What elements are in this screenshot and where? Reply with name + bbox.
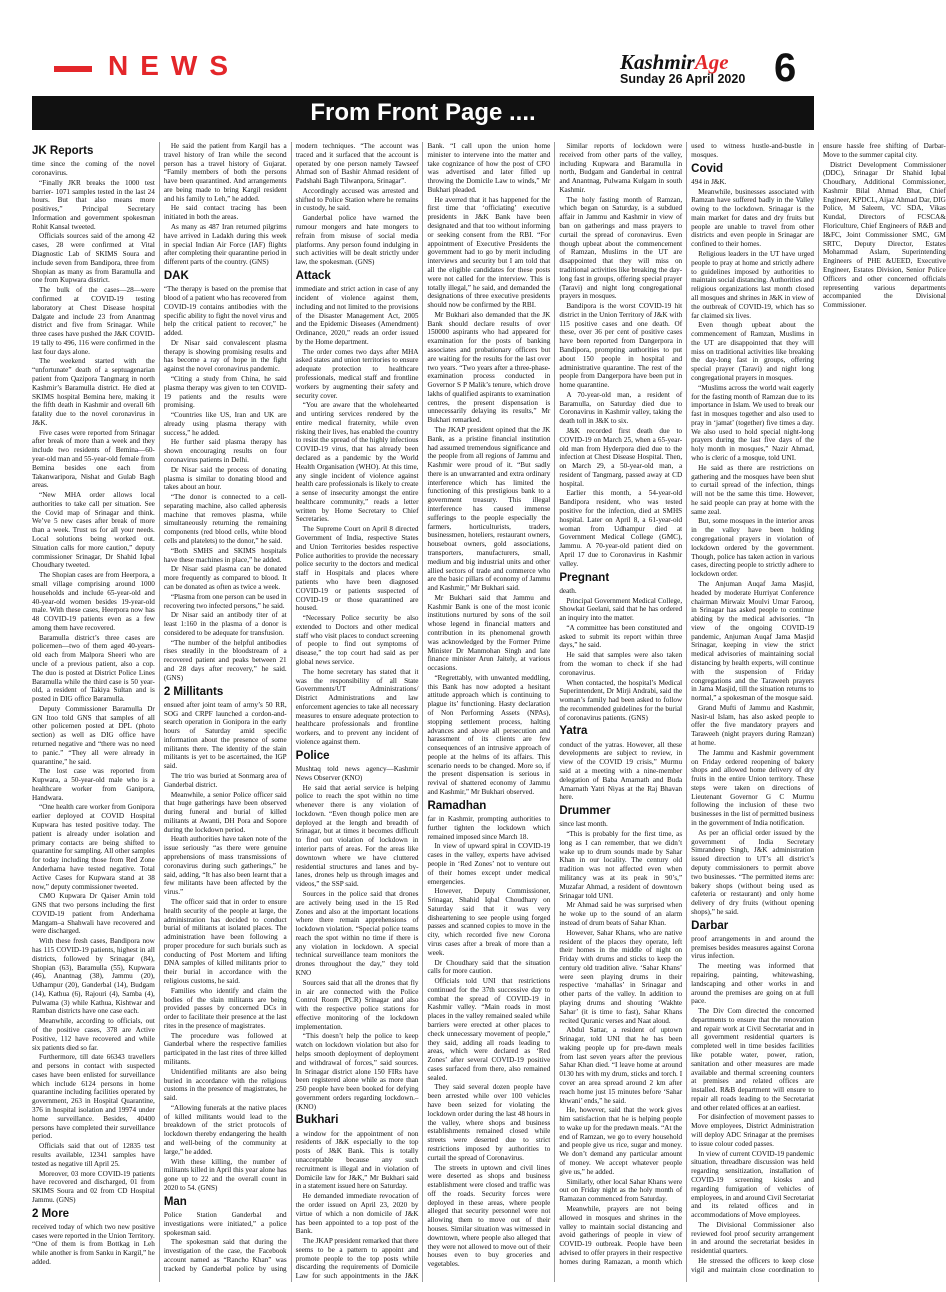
issue-date: Sunday 26 April 2020 xyxy=(620,72,746,86)
story-paragraph: The lost case was reported from Kupwara, a 50-year-old male who is a healthcare worker from Ganipora, Handwara. xyxy=(32,767,155,802)
story-paragraph: proof arrangements in and around the premises besides measures against Corona virus infection. xyxy=(691,934,814,961)
story-paragraph: Officials said that out of 12835 test results available, 12341 samples have tested as negative till April 25. xyxy=(32,1142,155,1168)
story-paragraph: CMO Kupwara Dr Qaiser Amin told GNS that two persons including the first COVID-19 patient from Anderhama Mangam–a Shahwali have recovered and were discharged. xyxy=(32,892,155,936)
story-paragraph: He, however, said that the work gives him satisfaction that he is helping people to wake up for the predawn meals. “At the end of Ramzan, we go to every household and people give us rice, sugar and money. We don’t demand any particular amount of money. We accept whatever people give us,” he added. xyxy=(559,1106,683,1176)
story-paragraph: Five cases were reported from Srinagar after break of more than a week and they include two residents of Bemina—60-year-old man and 55-year-old female from Bemina besides one each from Takanwaripora, Nishat and Gulab Bagh areas. xyxy=(32,428,155,490)
story-paragraph: Meanwhile, according to officials, out of the positive cases, 378 are Active Positive, 112 have recovered and while six patients died so far. xyxy=(32,1017,155,1052)
story-paragraph: “You are aware that the wholehearted and untiring services rendered by the entire medical fraternity, while even risking their lives, has enabled the country to resist the spread of the highly infectious COVID-19 virus, that has already been declared as a pandemic by the World Health Organisation (WHO). At this time, any single incident of violence against health care professionals is likely to create a sense of insecurity amongst the entire healthcare community,” reads a letter written by Home Secretary to Chief Secretaries. xyxy=(295,401,419,524)
story-heading: Pregnant xyxy=(559,571,610,584)
story-paragraph: “Countries like US, Iran and UK are already using plasma therapy with success,” he added. xyxy=(163,411,287,437)
story-paragraph: “Necessary Police security be also extended to Doctors and other medical staff who visit places to conduct screening of people to find out symptoms of disease,” the top court had said as per global news service. xyxy=(295,614,419,666)
story-paragraph: “Plasma from one person can be used in recovering two infected persons,” he said. xyxy=(163,592,287,610)
story-paragraph: As per an official order issued by the government of India Secretary Simrandeep Singh, J&K administration issued direction to UT’s all district’s deputy commissioners to permit above two businesses. “The permitted items are: bakery shops (without being used as cafeteria or restaurant) and only home delivery of dry fruits (without opening shops),” he said. xyxy=(691,828,814,916)
story-paragraph: “Finally JKR breaks the 1000 test barrier- 1071 samples tested in the last 24 hours. But that also means more positives,” Principal Secretary Information and government spokesman Rohit Kansal tweeted. xyxy=(32,178,155,231)
story-paragraph: “Regrettably, with unwanted meddling, this Bank has now adopted a hesitant attitude approach which is continuing to plague its’ functioning. Hasty declaration of Non Performing Assets (NPAs), stopping settlement process, halting advances and above all persecution and harassment of its clients are few consequences of an intrusive approach of people at the helms of its affairs. This scenario needs to be changed. More so, if the present dispensation is serious in revival of shattered economy of Jammu and Kashmir,” Mr Bukhari observed. xyxy=(427,673,551,797)
story-paragraph: Grand Mufti of Jammu and Kashmir, Nasir-ul Islam, has also asked people to offer the five mandatory prayers and Taraweeh (night prayers during Ramzan) at home. xyxy=(691,703,814,747)
story-paragraph: A 70-year-old man, a resident of Baramulla, on Saturday died due to Coronavirus in Kashmir valley, taking the death toll in J&K to six. xyxy=(559,390,683,426)
story-paragraph: He said that aerial service is helping police to reach the spot within no time whenever there is any violation of lockdown. “Even though police men are deployed at the length and breadth of Srinagar, but at times it becomes difficult to find out violation of lockdown in interior parts of areas. For the areas like downtown where we have cluttered residential structures and lanes and by-lanes, drones help us through images and videos,” the SSP said. xyxy=(295,783,419,889)
page-banner: From Front Page .... xyxy=(32,96,814,130)
story-paragraph: He averred that it has happened for the first time that ‘officiating’ executive presidents in J&K Bank have been designated and that too without informing or seeking consent from the RBI. “For appointment of Executive Presidents the government had to go by merit including interviews and security but I am told that all the eligible candidates for these posts were not called for the interview. This is totally illegal,” he said, and demanded the designations of three executive presidents should now be confirmed by the RBI. xyxy=(427,195,551,310)
story-paragraph: With these fresh cases, Bandipora now has 115 COVID-19 patients, highest in all districts, followed by Srinagar (84), Shopian (63), Baramulla (55), Kupwara (46), Anantnag (38), Jammu (20), Udhampur (20), Ganderbal (14), Budgam (14), Kathua (6), Rajouri (4), Samba (4), Pulwama (3) while Kathua, Kishtwar and Ramban districts have one case each. xyxy=(32,937,155,1016)
story-paragraph: Meanwhile, a senior Police officer said that huge gatherings have been observed during funeral and burial of killed militants at Awanti, DH Pora and Sopore during the lockdown period. xyxy=(163,790,287,834)
story-paragraph: Abdul Sattar, a resident of uptown Srinagar, told UNI that he has been waking people up for pre-dawn meals from last seven years after the previous Sahar Khan died. “I leave home at around 0130 hrs with my drum, sticks and torch. I cover an area spread around 2 km after reach home just 15 minutes before ‘Sahar khwani’ ends,” he said. xyxy=(559,1026,683,1105)
story-paragraph: “The donor is connected to a cell-separating machine, also called apheresis machine that removes plasma, while simultaneously returning the remaining components (red blood cells, white blood cells and platelets) to the donor,” he said. xyxy=(163,493,287,546)
story-paragraph: “Muslims across the world wait eagerly for the fasting month of Ramzan due to its importance in Islam. We used to break our fast in mosques together and also used to pray in ‘jamat’ (together) five times a day. We also used to hold special night-long prayers during the last five days of the holy month in mosques,” Nazir Ahmad, who is cleric of a mosque, told UNI. xyxy=(691,383,814,462)
story-paragraph: Officials told UNI that restrictions continued for the 37th successive day to combat the spread of COVID-19 in Kashmir valley. “Main roads in most places in the valley remained sealed while barriers were erected at other places to check unnecessary movement of people,” they said, adding all roads leading to areas, which were declared as ‘Red Zones’ after several COVID-19 positive cases surfaced from there, also remained sealed. xyxy=(427,977,551,1082)
story-heading: Bukhari xyxy=(295,1114,339,1127)
story-paragraph: He stressed the officers to keep close vigil and maintain close coordination to ensure hassle free shifting of Darbar-Move to the summer capital city. xyxy=(691,142,946,1274)
story-paragraph: immediate and strict action in case of any incident of violence against them, including and not limited to the provisions of the Disaster Management Act, 2005 and the Epidemic Diseases (Amendment) Ordinance, 2020,” reads an order issued by the Home department. xyxy=(295,285,419,346)
story-paragraph: Police Station Ganderbal and investigations were initiated,” a police spokesman said. xyxy=(163,1210,287,1237)
story-paragraph: “The number of the helpful antibodies rises steadily in the bloodstream of a recovered patient and peaks between 21 and 28 days after recovery,” he said. (GNS) xyxy=(163,638,287,682)
story-paragraph: received today of which two new positive cases were reported in the Union Territory. “One of them is from Bottkag in Leh while another is from Sanku in Kargil,” he added. xyxy=(32,1222,155,1266)
story-paragraph: far in Kashmir, prompting authorities to further tighten the lockdown which remained imposed since March 18. xyxy=(427,815,551,841)
story-paragraph: The Jammu and Kashmir government on Friday ordered reopening of bakery shops and allowed home delivery of dry fruits in the entire Union territory. These steps were taken on directions of Lieutenant Governor G C Murmu following the inclusion of these two businesses in the list of permitted business in the government of India notification. xyxy=(691,748,814,828)
story-paragraph: The JKAP president opined that the JK Bank, as a pristine financial institution had assumed tremendous significance and the people from all regions of Jammu and Kashmir were proud of it. “But sadly there is an unwarranted and extra ordinary interference which has limited the functioning of this prestigious bank to a government treasury. This illegal interference has caused immense sufferings to the people especially the farmers, horticulturists, traders, businessmen, hoteliers, restaurant owners, houseboat owners, gold associations, transporters, manufacturers, small, medium and big industrial units and other allied sectors of trade and commerce who are the basic pillars of economy of Jammu and Kashmir,” Mr Bukhari said. xyxy=(427,426,551,593)
story-paragraph: “The therapy is based on the premise that blood of a patient who has recovered from COVID-19 contains antibodies with the specific ability to fight the novel virus and help the critical patient to recover,” he added. xyxy=(163,285,287,338)
brand-accent: Age xyxy=(694,50,729,74)
story-heading: 2 More xyxy=(32,1207,70,1220)
story-paragraph: ensued after joint team of army’s 50 RR, SOG and CRPF launched a cordon-and-search operation in Gonipora in the early hours of Saturday amid specific information about the presence of some militants there. The identity of the slain militants is yet to be ascertained, the IGP said. xyxy=(163,700,287,771)
story-paragraph: Deputy Commissioner Baramulla Dr GN Itoo told GNS that samples of all other policemen posted at DPL (photo section) as well as DIG office have returned negative and “there was no need to panic.” “They all were already in quarantine,” he said. xyxy=(32,704,155,766)
story-paragraph: The meeting was informed that repairing, painting, whitewashing, landscaping and other works in and around the premises are going on at full pace. xyxy=(691,962,814,1006)
story-paragraph: Accordingly accused was arrested and shifted to Police Station where he remains in custody, he said. xyxy=(295,186,419,213)
story-heading: 2 Millitants xyxy=(163,685,224,698)
story-paragraph: Even though upbeat about the commencement of Ramzan, Muslims in the UT are disappointed that they will miss on traditional activities like breaking the day-long fast in groups, offering special prayer (Taravi) and night long congregational prayers in mosques. xyxy=(691,321,814,382)
story-paragraph: Ganderbal police have warned the rumour mongers and hate mongers to refrain from misuse of social media platforms. Any person found indulging in such activities will be dealt strictly under law, the spokesman. (GNS) xyxy=(295,214,419,267)
story-heading: DAK xyxy=(163,269,189,282)
section-label: NEWS xyxy=(108,50,240,81)
story-paragraph: The JKAP president remarked that there seems to be a pattern to appoint and promote people to the top posts while discarding the requirements of Domicile Law for such appointments in the J&K Bank. “I call upon the union home minister to intervene into the matter and take cognizance of how the post of CFO was advertised and later filled up throwing the Domicile Law to winds,” Mr Bukhari pleaded. xyxy=(295,142,551,1281)
story-paragraph: They said several dozen people have been arrested while over 100 vehicles have been seized for violating the lockdown order during the last 48 hours in the valley, where shops and business establishments remained closed while streets were deserted due to strict restrictions imposed by authorities to curtail the spread of Coronavirus. xyxy=(427,1083,551,1162)
story-paragraph: “Both SMHS and SKIMS hospitals have these machines in place,” he added. xyxy=(163,546,287,564)
story-paragraph: However, Sahar Khans, who are native resident of the places they operate, left their homes in the middle of night on Friday with drums and sticks to keep the century old tradition alive. ‘Sahar Khans’ were seen playing drums in their respective ‘mahallas’ in Srinagar and other parts of the valley. In addition to playing drums and shouting ‘Wakhte Sahar’ (it is time to fast), Sahar Khans recited Quranic verses and Naat aloud. xyxy=(559,928,683,1025)
story-paragraph: conduct of the yatras. However, all these developments are subject to review, in view of the COVID 19 crisis,” Murmu said at a meeting with a nine-member delegation of Baba Amarnath and Buda Amarnath Yatri Niyas at the Raj Bhavan here. xyxy=(559,740,683,802)
story-paragraph: Sources said that all the drones that fly in air are connected with the Police Control Room (PCR) Srinagar and also with the respective police stations for effective monitoring of the lockdown implementation. xyxy=(295,978,419,1031)
story-paragraph: Unidentified militants are also being buried in accordance with the religious customs in the presence of magistrates, he said. xyxy=(163,1067,287,1103)
story-paragraph: Baramulla district’s three cases are policemen—two of them aged 40-years-old each from Malpora Sheeri who are uncle of a previous patient, also a cop. The duo is posted at District Police Lines Baramulla while the third case is 50 year-old, a resident of Takiya Sultan and is posted in DIG office Baramulla. xyxy=(32,633,155,704)
story-paragraph: The Div Com directed the concerned departments to ensure that the renovation and repair work at Civil Secretariat and in all government residential quarters is completed well in time besides facilities like potable water, power, ration, sanitation and other measures are made available and thermal screening counters at premises and related offices are installed. R&B department will ensure to repair all roads leading to the Secretariat and other related offices at an earliest. xyxy=(691,1007,814,1112)
story-heading: JK Reports xyxy=(32,145,94,157)
story-paragraph: Mr Bukhari also demanded that the JK Bank should declare results of over 150000 aspirants who had appeared for examination for the posts of banking associates and probationary officers but are waiting for the results for the last over two years. “Two years after a three-phase-examination process conducted in Governor S P Malik’s tenure, which drove lakhs of qualified aspirants to examination centres, the present dispensation is unnecessarily delaying its results,” Mr Bukhari remarked. xyxy=(427,310,551,425)
story-paragraph: Furthermore, till date 66343 travellers and persons in contact with suspected cases have been enlisted for surveillance which include 6124 persons in home quarantine including facilities operated by government, 263 in Hospital Quarantine, 376 in hospital isolation and 19974 under home surveillance. Besides, 40400 persons have completed their surveillance period. xyxy=(32,1053,155,1141)
story-paragraph: The procedure was followed at Ganderbal where the respective families participated in the last rites of three killed militants. xyxy=(163,1031,287,1066)
story-paragraph: Heath authorities have taken note of the issue seriously “as there were genuine apprehensions of mass transmissions of coronavirus during such gatherings,” he said, adding, “It has also been learnt that a few militants have been affected by the virus.” xyxy=(163,835,287,897)
story-heading: Attack xyxy=(295,269,331,282)
story-paragraph: “One health care worker from Gonipora earlier deployed at COVID Hospital Kupwara has tested positive today. The patient is already under isolation and primary contacts are being shifted to quarantine for sampling. All other samples for today including those from Red Zone Anderhama have tested negative. Total Active Cases for Kupwara stand at 38 now,” deputy commissioner tweeted. xyxy=(32,803,155,891)
story-paragraph: He said as there are restrictions on gathering and the mosques have been shut to curtail spread of the infection, things will not be the same this time. However, he said people can pray at home with the same zeal. xyxy=(691,463,814,516)
story-paragraph: “This doesn’t help the police to keep watch on lockdown violation but also for helps smooth deployment of deployment and withdrawal of forces,” said sources. In Srinagar district alone 150 FIRs have been registered alone while as more than 250 people have been booked for defying government orders regarding lockdown.–(KNO) xyxy=(295,1032,419,1111)
story-paragraph: District Development Commissioner (DDC), Srinagar Dr Shahid Iqbal Choudhary, Additional Commissioner, Kashmir Bilal Ahmad Bhat, Chief Engineer, KPDCL, Aijaz Ahmad Dar, DIG Police, M Saleem, VC SDA, Vikas Kundal, Directors of FCSCA& Floriculture, Chief Engineers of R&B and I&FC, Joint Commissioner SMC, GM SRTC, Deputy Director, Estates Mohammad Aslam, Superintending Engineers of PHE &UEED, Executive Engineer, Estates Division, Senior Police Officers and other concerned officials representing various departments accompanied the Divisional Commissioner. xyxy=(822,160,946,310)
story-paragraph: Mr Ahmad said he was surprised when he woke up to the sound of an alarm instead of drum beats of Sahar Khan. xyxy=(559,901,683,927)
story-paragraph: Dr Choudhary said that the situation calls for more caution. xyxy=(427,958,551,976)
page-number: 6 xyxy=(774,46,797,90)
story-paragraph: “Citing a study from China, he said plasma therapy was given to ten COVID-19 patients and the results were promising. xyxy=(163,374,287,410)
story-heading: Ramadhan xyxy=(427,799,487,812)
story-paragraph: Dr Nisar said plasma can be donated more frequently as compared to blood. It can be donated as often as twice a week. xyxy=(163,565,287,591)
story-paragraph: Bandipora is the worst COVID-19 hit district in the Union Territory of J&K with 115 positive cases and one death. Of these, over 36 per cent of positive cases have been reported from Dangerpora in Bandipora, prompting authorities to put about 150 people in hospital and administrative quarantine. The rest of the people from Dangerpora have been put in home quarantine. xyxy=(559,302,683,390)
story-paragraph: 494 in J&K. xyxy=(691,177,727,186)
story-heading: Man xyxy=(163,1195,187,1208)
story-paragraph: The Anjuman Auqaf Jama Masjid, headed by moderate Hurriyat Conference chairman Mirwaiz Moulvi Umar Farooq, in Srinagar has asked people to continue abiding by the medical advisories. “In view of the ongoing COVID-19 pandemic, Anjuman Auqaf Jama Masjid Srinagar, keeping in view the strict medical advisories of maintaining social distancing by health experts, will continue with the suspension of Friday congregations and the Taraweeh prayers in Jama Masjid, till the situation returns to normal,” a spokesman of the mosque said. xyxy=(691,579,814,703)
story-paragraph: Principal Government Medical College, Showkat Geelani, said that he has ordered an inquiry into the matter. xyxy=(559,596,683,623)
story-paragraph: “New MHA order allows local authorities to take call per situation. See the Covid map of Srinagar and think. We’ve 5 new cases after break of more than a week. Trust us for all your needs. Local solutions being worked out. Situation calls for more caution,” deputy commissioner Srinagar, Dr Shahid Iqbal Choudhary tweeted. xyxy=(32,491,155,570)
story-paragraph: As many as 487 Iran returned pilgrims have arrived in Ladakh during this week in special Indian Air Force (IAF) flights after completing their quarantine period in different parts of the country. (GNS) xyxy=(163,223,287,267)
story-paragraph: since last month. xyxy=(559,820,608,829)
story-paragraph: Similar reports of lockdown were received from other parts of the valley, including Kupwara and Baramulla in north, Budgam and Ganderbal in central and Anantnag, Pulwama Kulgam in south Kashmir. xyxy=(559,142,683,194)
story-paragraph: “Allowing funerals at the native places of killed militants would lead to the breakdown of the strict protocols of lockdown thereby endangering the health and well-being of the community at large,” he added. xyxy=(163,1103,287,1156)
story-paragraph: Meanwhile, prayers are not being allowed in mosques and shrines in the valley to maintain social distancing and avoid gatherings of people in view of COVID-19 outbreak. People have been advised to offer prayers in their respective homes during Ramazan, a month which used to witness hustle-and-bustle in mosques. xyxy=(559,142,814,1266)
story-paragraph: The spokesman said that during the investigation of the case, the Facebook account named as “Rancho Khan” was tracked by Ganderbal police by using modern techniques. “The account was traced and it surfaced that the account is operated by one person namely Tawseef Ahmad son of Bashir Ahmad resident of Padshahi Bagh Tilwanpora, Srinagar”. xyxy=(163,142,419,1273)
story-paragraph: In view of upward spiral in COVID-19 cases in the valley, experts have advised people in ‘Red Zones’ not to venture out of their homes except under medical emergencies. xyxy=(427,842,551,886)
story-paragraph: He said the patient from Kargil has a travel history of Iran while the second person has a travel history of Gujarat. “Family members of both the persons have been quarantined. And arrangements are being made to bring Kargil resident and his family to Leh,” he added. xyxy=(163,142,287,203)
story-paragraph: a window for the appointment of non residents of J&K especially to the top posts of J&K Bank. This is totally unacceptable because any such recruitment is illegal and in violation of Domicile law for J&K,” Mr Bukhari said in a statement issued here on Saturday. xyxy=(295,1129,419,1191)
story-heading: Covid xyxy=(691,162,724,175)
story-paragraph: Dr Nisar said the process of donating plasma is similar to donating blood and takes about an hour. xyxy=(163,465,287,492)
story-paragraph: Dr Nisar said convalescent plasma therapy is showing promising results and has become a ray of hope in the fight against the novel coronavirus pandemic. xyxy=(163,338,287,374)
story-paragraph: He said contact tracing has been initiated in both the areas. xyxy=(163,204,287,222)
story-paragraph: Earlier this month, a 54-year-old Bandipora resident, who was tested positive for the infection, died at SMHS hospital. Later on April 8, a 61-year-old woman from Udhampur died at Government Medical College (GMC), Jammu. A 70-year-old patient died on April 17 due to Coronavirus in Kashmir valley. xyxy=(559,489,683,568)
story-paragraph: The trio was buried at Sonmarg area of Ganderbal district. xyxy=(163,772,287,789)
story-paragraph: Officials sources said of the among 42 cases, 28 were confirmed at Vital Diagnostic Lab of SKIMS Soura and include seven from Bandipora, three from Shopian as many as from Baramulla and one from Kupwara district. xyxy=(32,232,155,285)
story-paragraph: The officer said that in order to ensure health security of the people at large, the administration has decided to conduct burial of militants at isolated places. The administration have been following a proper procedure for such burials such as conducting of Post Mortem and lifting DNA samples of killed militants prior to their burial in accordance with the religious customs, he said. xyxy=(163,897,287,985)
masthead xyxy=(0,0,848,92)
story-paragraph: For disinfection of movement passes to Move employees, District Administration will deploy ADC Srinagar at the premises to issue colour coded passes. xyxy=(691,1113,814,1148)
story-heading: Police xyxy=(295,749,330,762)
story-heading: Yatra xyxy=(559,725,588,738)
story-paragraph: The order comes two days after MHA asked states and union territories to ensure adequate protection to healthcare professionals, medical staff and frontline workers by augmenting their safety and security cover. xyxy=(295,347,419,400)
story-paragraph: In view of current COVID-19 pandemic situation, threadbare discussion was held regarding sensitization, installation of COVID-19 screening kiosks and regarding fumigation of vehicles of employees, in and around Civil Secretariat and its related offices and in accommodations of Move employees. xyxy=(691,1149,814,1220)
story-paragraph: The bulk of the cases—28—were confirmed at COVID-19 testing laboratory at Chest Disease hospital Dalgate and include 23 from Anantnag district and five from Srinagar. While three cases have pushed the J&K COVID-19 tally to 496, 116 were confirmed in the last four days alone. xyxy=(32,286,155,356)
story-paragraph: The holy fasting month of Ramzan, which began on Saturday, is a subdued affair in Jammu and Kashmir in view of ban on gatherings and mass prayers to curtail the spread of coronavirus. Even though upbeat about the commencement of Ramzan, Muslims in the UT are disappointed that they will miss on traditional activities like breaking the day-long fast in groups, offering special prayer (Taravi) and night long congregational prayers in mosques. xyxy=(559,195,683,301)
story-paragraph: Religious leaders in the UT have urged people to pray at home and strictly adhere to guidelines imposed by authorities to maintain social distancing. Authorities and religious organizations last month closed all mosques and shrines in J&K in view of the outbreak of COVID-19, which has so far claimed six lives. xyxy=(691,250,814,320)
story-paragraph: But, some mosques in the interior areas in the valley have been holding congregational prayers in violation of lockdown ordered by the government. Though, police has taken action in various cases, directing people to strictly adhere to lockdown order. xyxy=(691,517,814,579)
story-paragraph: death. xyxy=(559,586,577,595)
story-paragraph: The Divisional Commissioner also reviewed fool proof security arrangement in and around the secretariat besides in residential quarters. xyxy=(691,1220,814,1256)
story-paragraph: Dr Nisar said an antibody titer of at least 1:160 in the plasma of a donor is considered to be adequate for transfusion. xyxy=(163,611,287,637)
story-paragraph: With these killing, the number of militants killed in April this year alone has gone up to 22 and the overall count in 2020 to 54. (GNS) xyxy=(163,1157,287,1192)
story-paragraph: time since the coming of the novel coronavirus. xyxy=(32,160,155,177)
story-paragraph: Mr Bukhari said that Jammu and Kashmir Bank is one of the most iconic institutions nurtured by sons of the soil whose legend in financial matters and contribution in its phenomenal growth was acknowledged by the Former Prime Minister Dr Manmohan Singh and late finance minister Arun Jaitely, at various occasions. xyxy=(427,593,551,673)
story-paragraph: Families who identify and claim the bodies of the slain militants are being provided passes by concerned DCs in order to facilitate their presence at the last rites in the presence of magistrates. xyxy=(163,986,287,1030)
story-paragraph: He demanded immediate revocation of the order issued on April 23, 2020 by virtue of which a non domicile of J&K has been appointed to a top post of the Bank. xyxy=(295,1192,419,1236)
story-paragraph: The Supreme Court on April 8 directed Government of India, respective States and Union Territories besides respective Police authorities to provide the necessary police security to the doctors and medical staff in Hospitals and places where patients who have been diagnosed COVID-19 or patients suspected of COVID-19 or those quarantined are housed. xyxy=(295,525,419,613)
story-paragraph: “This is probably for the first time, as long as I can remember, that we didn’t wake up to drum sounds made by Sahar Khan in our locality. The century old tradition was not affected even when militancy was at its peak in 90’s,” Muzafar Ahmad, a resident of downtown Srinagar told UNI. xyxy=(559,830,683,900)
brand-left: Kashmir xyxy=(620,50,695,74)
story-paragraph: J&K recorded first death due to COVID-19 on March 25, when a 65-year-old man from Hyderpora died due to the infection at Chest Disease Hospital. Then, on March 29, a 50-year-old man, a resident of Tangmarg, passed away at CD hospital. xyxy=(559,427,683,488)
story-paragraph: Moreover, 03 more COVID-19 patients have recovered and discharged, 01 from SKIMS Soura and 02 from CD Hospital Jammu. (GNS) xyxy=(32,1169,155,1204)
story-paragraph: The weekend started with the “unfortunate” death of a septuagenarian patient from Qazipora Tangmarg in north Kashmir’s Baramulla district. He died at SKIMS hospital Bemina here, making it the fifth death in Kashmir and overall 6th fatality due to the novel coronavirus in J&K. xyxy=(32,357,155,427)
story-paragraph: “A committee has been constituted and asked to submit its report within three days,” he said. xyxy=(559,623,683,650)
story-paragraph: Similarly, other local Sahar Khans were out on Friday night as the holy month of Ramazan commenced from Saturday. xyxy=(559,1177,683,1204)
story-paragraph: Sources in the police said that drones are actively being used in the 15 Red Zones and also at the important locations where there remain apprehensions of lockdown violation. “Special police teams reach the spot within no time if there is any violation in lockdown. A special technical surveillance team monitors the drones throughout the day,” they told KNO xyxy=(295,889,419,977)
story-paragraph: Mushtaq told news agency—Kashmir News Observer (KNO) xyxy=(295,765,419,782)
story-paragraph: He further said plasma therapy has shown encouraging results on four coronavirus patients in Delhi. xyxy=(163,438,287,464)
story-paragraph: He said that samples were also taken from the woman to check if she had coronavirus. xyxy=(559,651,683,677)
story-paragraph: Meanwhile, businesses associated with Ramzan have suffered badly in the Valley owing to the lockdown. Srinagar is the main market for dates and dry fruits but people are unable to travel from other districts and even people in Srinagar are confined to their homes. xyxy=(691,187,814,249)
article-columns xyxy=(32,142,946,1282)
story-paragraph: The streets in uptown and civil lines were deserted as shops and business establishment were closed and traffic was off the roads. Security forces were deployed in these areas, where people alleged that security personnel were not allowing them to move out of their houses. Similar situation was witnessed in downtown, where people also alleged that they were not allowed to move out of their houses even to buy groceries and vegetables. xyxy=(427,1163,551,1269)
story-paragraph: The home secretary has stated that it was the responsibility of all State Governments/UT Administrations/ District Administrations and law enforcement agencies to take all necessary measures to ensure adequate protection to healthcare professionals and frontline workers, and to prevent any incident of violence against them. xyxy=(295,667,419,746)
story-heading: Darbar xyxy=(691,919,729,932)
story-heading: Drummer xyxy=(559,805,611,818)
story-paragraph: However, Deputy Commissioner, Srinagar, Shahid Iqbal Choudhary on Saturday said that it was very disheartening to see people using forged passes and scanned copies to move in the city, which recorded five new Corona virus cases after a break of more than a week. xyxy=(427,887,551,957)
story-paragraph: The Shopian cases are from Heerpora, a small village comprising around 1000 households and include 65-year-old and 40-year-old women besides 19-year-old male. With these cases, Heerpora now has 48 COVID-19 patients even as a few among them have recovered. xyxy=(32,571,155,632)
story-paragraph: When contacted, the hospital’s Medical Superintendent, Dr Mirji Andrabi, said the woman’s family had been asked to follow the recommended guidelines for the burial of coronavirus patients. (GNS) xyxy=(559,678,683,722)
